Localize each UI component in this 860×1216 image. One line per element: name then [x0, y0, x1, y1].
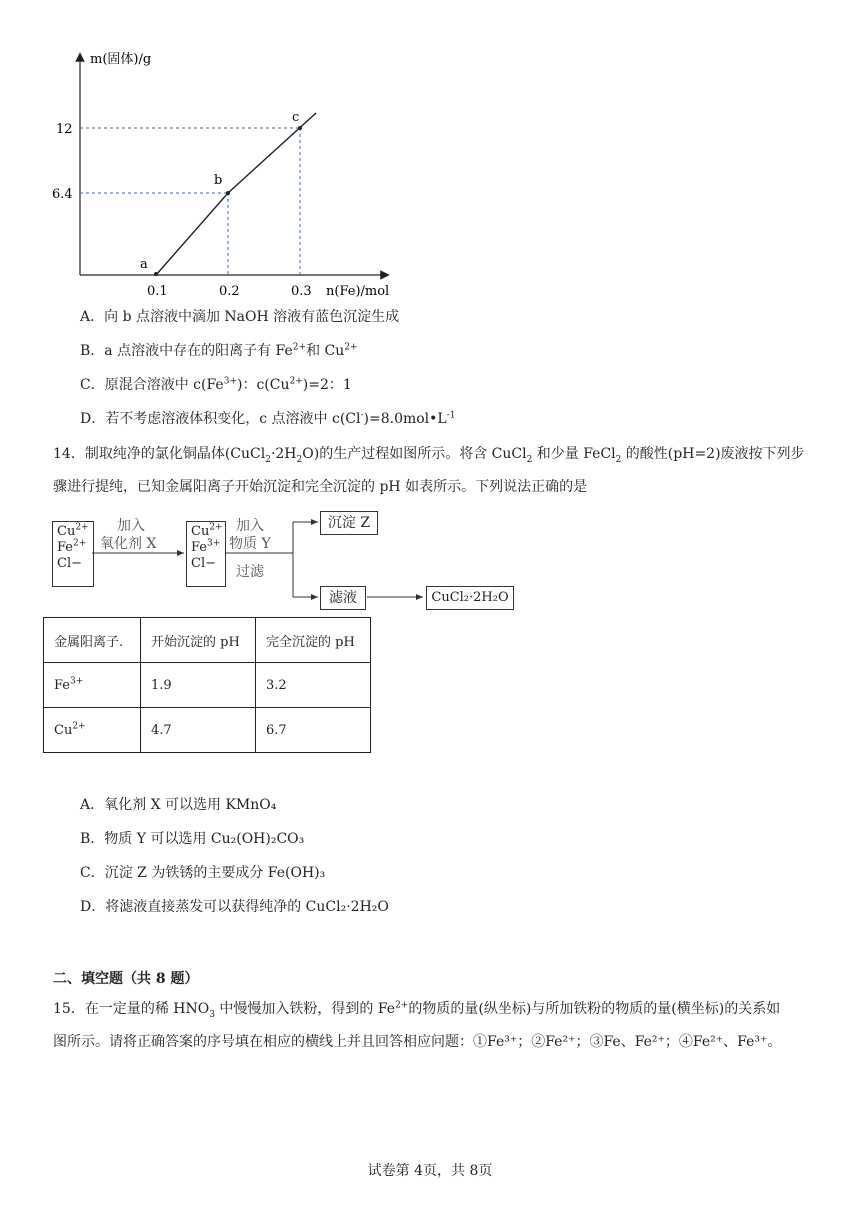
- arrow2-label-mid: 物质 Y: [229, 536, 271, 552]
- x-axis-label: n(Fe)/mol: [326, 284, 390, 299]
- page-footer: 试卷第 4页，共 8页: [367, 1163, 493, 1179]
- filtrate-box: 滤液: [320, 586, 366, 610]
- table-header: 开始沉淀的 pH: [141, 618, 256, 663]
- table-cell: 3.2: [256, 663, 371, 708]
- y-tick-6.4: 6.4: [52, 187, 73, 202]
- point-label-a: a: [140, 257, 148, 272]
- arrow1-label-top: 加入: [117, 518, 145, 534]
- ph-table: [43, 617, 371, 753]
- q14-option-b: B．物质 Y 可以选用 Cu₂(OH)₂CO₃: [80, 831, 305, 847]
- q15-line2: 图所示。请将正确答案的序号填在相应的横线上并且回答相应问题：①Fe³⁺；②Fe²⁺；③Fe、Fe²⁺；④Fe²⁺、Fe³⁺。: [53, 1034, 782, 1050]
- point-label-c: c: [292, 110, 300, 125]
- q14-stem-line2: 骤进行提纯，已知金属阳离子开始沉淀和完全沉淀的 pH 如表所示。下列说法正确的是: [53, 479, 588, 495]
- q14-stem-line1: 14．制取纯净的氯化铜晶体$(CuCl_2\cdot 2H_2O)$的生产过程如图所示。将含 CuCl$_2$ 和少量 FeCl$_2$ 的酸性(pH=2)废液按下列步: [53, 446, 805, 465]
- arrow1-label-bottom: 氧化剂 X: [100, 536, 157, 552]
- table-cell: 4.7: [141, 708, 256, 753]
- y-tick-12: 12: [56, 122, 73, 137]
- flow-box-oxidized-ions: $Cu^{2+}$ $Fe^{3+}$ Cl−: [186, 521, 226, 587]
- point-label-b: b: [214, 173, 223, 188]
- q15-line1: 15．在一定量的稀 $HNO_3$ 中慢慢加入铁粉，得到的 $Fe^{2+}$的物质的量(纵坐标)与所加铁粉的物质的量(横坐标)的关系如: [53, 1000, 781, 1020]
- y-axis-label: m(固体)/g: [90, 52, 152, 67]
- flow-box-initial-ions: $Cu^{2+}$ $Fe^{2+}$ Cl−: [52, 521, 94, 587]
- precipitate-box: 沉淀 Z: [320, 511, 378, 535]
- q13-option-d: D．若不考虑溶液体积变化，c 点溶液中 $c(Cl^-)=8.0mol•L^{-1}$: [80, 410, 456, 427]
- x-tick-0.2: 0.2: [219, 284, 240, 299]
- table-cell: 6.7: [256, 708, 371, 753]
- x-tick-0.3: 0.3: [291, 284, 312, 299]
- table-row: [44, 663, 371, 708]
- product-box: CuCl₂·2H₂O: [426, 586, 514, 610]
- table-header: 金属阳离子.: [44, 618, 141, 663]
- q13-option-b: B．a 点溶液中存在的阳离子有 $Fe^{2+}$和 $Cu^{2+}$: [80, 342, 358, 359]
- q13-option-c: C．原混合溶液中 $c(Fe^{3+})$：$c(Cu^{2+})=2$：1: [80, 376, 352, 393]
- table-cell: $Fe^{3+}$: [44, 663, 141, 708]
- q14-option-d: D．将滤液直接蒸发可以获得纯净的 CuCl₂·2H₂O: [80, 899, 389, 915]
- arrow2-label-bottom: 过滤: [236, 564, 264, 580]
- table-header-row: [44, 618, 371, 663]
- table-cell: 1.9: [141, 663, 256, 708]
- q14-option-a: A．氧化剂 X 可以选用 KMnO₄: [80, 797, 277, 813]
- x-tick-0.1: 0.1: [147, 284, 168, 299]
- table-row: [44, 708, 371, 753]
- arrow2-label-top: 加入: [236, 518, 264, 534]
- section-title: 二、填空题（共 8 题）: [53, 971, 199, 987]
- q13-option-a: A．向 b 点溶液中滴加 NaOH 溶液有蓝色沉淀生成: [80, 309, 400, 325]
- table-cell: $Cu^{2+}$: [44, 708, 141, 753]
- table-header: 完全沉淀的 pH: [256, 618, 371, 663]
- q14-option-c: C．沉淀 Z 为铁锈的主要成分 Fe(OH)₃: [80, 865, 326, 881]
